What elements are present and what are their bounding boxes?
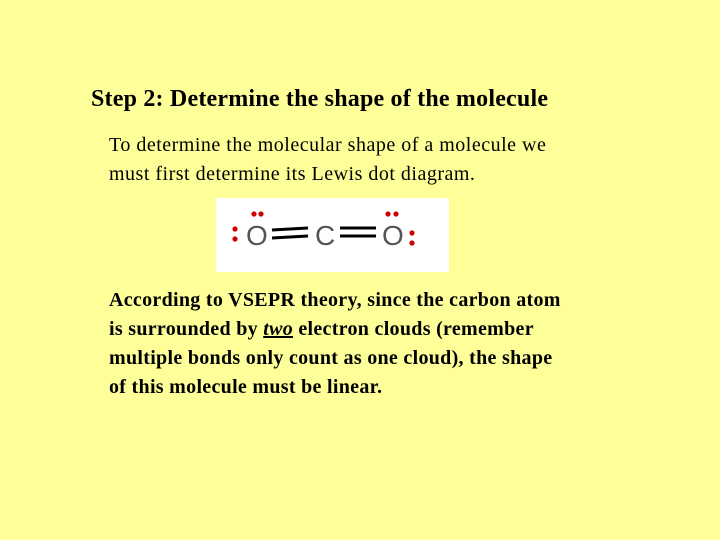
lewis-dot-diagram [216, 198, 449, 272]
intro-paragraph [109, 131, 546, 189]
double-bond-left [272, 228, 308, 238]
conclusion-line-2-end: electron clouds (remember [293, 318, 534, 340]
conclusion-line-2-start: is surrounded by [109, 318, 264, 340]
slide-title: Step 2: Determine the shape of the molecule [91, 86, 549, 112]
conclusion-paragraph [109, 286, 561, 402]
atom-oxygen-left: O [246, 220, 268, 251]
atom-carbon: C [315, 220, 336, 251]
lewis-dot-svg [216, 198, 449, 272]
double-bond-right [340, 228, 376, 236]
conclusion-line-1: According to VSEPR theory, since the carbon atom [109, 289, 561, 311]
atom-oxygen-right: O [382, 220, 404, 251]
conclusion-line-4: of this molecule must be linear. [109, 376, 383, 398]
emphasis-two: two [263, 318, 294, 340]
conclusion-line-3: multiple bonds only count as one cloud), the shape [109, 347, 553, 369]
intro-line-2: must first determine its Lewis dot diagram. [109, 163, 476, 185]
intro-line-1: To determine the molecular shape of a molecule we [109, 134, 547, 156]
